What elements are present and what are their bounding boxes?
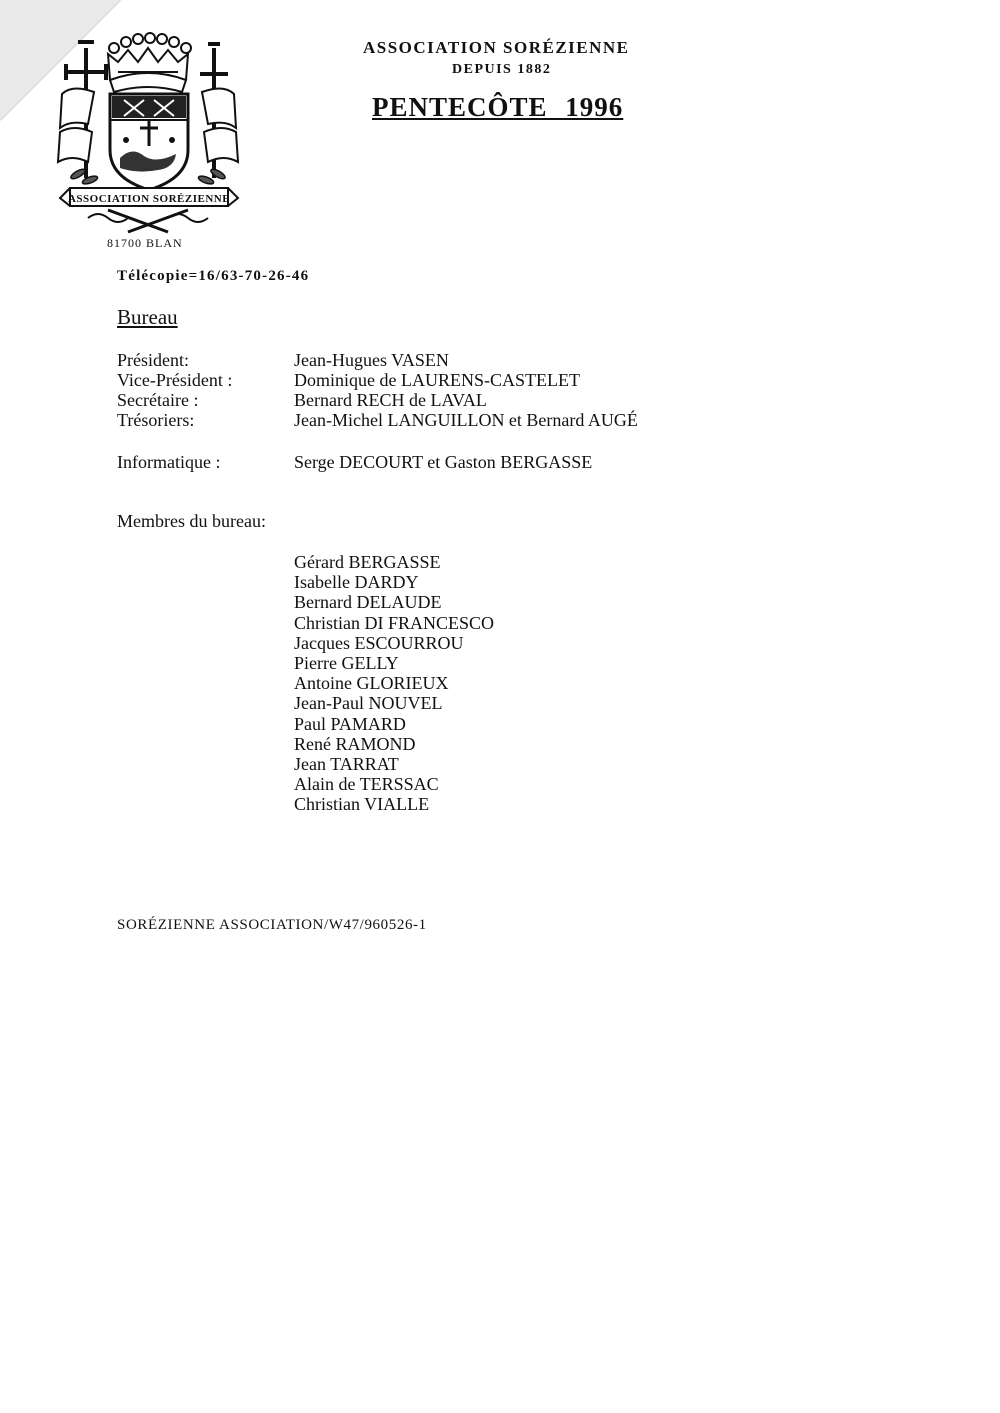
document-reference: SORÉZIENNE ASSOCIATION/W47/960526-1 bbox=[117, 917, 427, 933]
svg-text:ASSOCIATION SORÉZIENNE: ASSOCIATION SORÉZIENNE bbox=[67, 193, 231, 205]
role-value: Jean-Hugues VASEN bbox=[294, 350, 449, 370]
organization-founded: DEPUIS 1882 bbox=[452, 62, 552, 77]
list-item: Christian DI FRANCESCO bbox=[294, 612, 495, 633]
list-item: Pierre GELLY bbox=[294, 653, 399, 674]
list-item: René RAMOND bbox=[294, 733, 416, 754]
list-item: Paul PAMARD bbox=[294, 713, 406, 734]
list-item: Isabelle DARDY bbox=[294, 572, 419, 593]
fax-number: Télécopie=16/63-70-26-46 bbox=[117, 268, 310, 284]
list-item: Bernard DELAUDE bbox=[294, 592, 442, 613]
role-label: Informatique : bbox=[117, 452, 221, 472]
list-item: Jean-Paul NOUVEL bbox=[294, 693, 443, 714]
list-item: Alain de TERSSAC bbox=[294, 774, 439, 795]
coat-of-arms-icon bbox=[48, 28, 248, 238]
list-item: Gérard BERGASSE bbox=[294, 552, 441, 572]
members-list bbox=[294, 552, 494, 815]
role-label: Secrétaire : bbox=[117, 390, 199, 410]
role-value: Bernard RECH de LAVAL bbox=[294, 390, 487, 410]
list-item: Jacques ESCOURROU bbox=[294, 632, 464, 653]
role-value: Dominique de LAURENS-CASTELET bbox=[294, 370, 580, 390]
role-value: Jean-Michel LANGUILLON et Bernard AUGÉ bbox=[294, 410, 638, 430]
bureau-heading: Bureau bbox=[117, 305, 178, 329]
list-item: Jean TARRAT bbox=[294, 754, 399, 775]
event-title: PENTECÔTE 1996 bbox=[372, 92, 624, 122]
address: 81700 BLAN bbox=[107, 236, 183, 250]
role-value: Serge DECOURT et Gaston BERGASSE bbox=[294, 452, 593, 472]
members-heading: Membres du bureau: bbox=[117, 511, 266, 531]
role-label: Vice-Président : bbox=[117, 370, 233, 390]
list-item: Christian VIALLE bbox=[294, 794, 430, 815]
list-item: Antoine GLORIEUX bbox=[294, 673, 449, 694]
role-label: Trésoriers: bbox=[117, 410, 195, 430]
organization-name: ASSOCIATION SORÉZIENNE bbox=[363, 38, 630, 57]
role-label: Président: bbox=[117, 350, 189, 370]
